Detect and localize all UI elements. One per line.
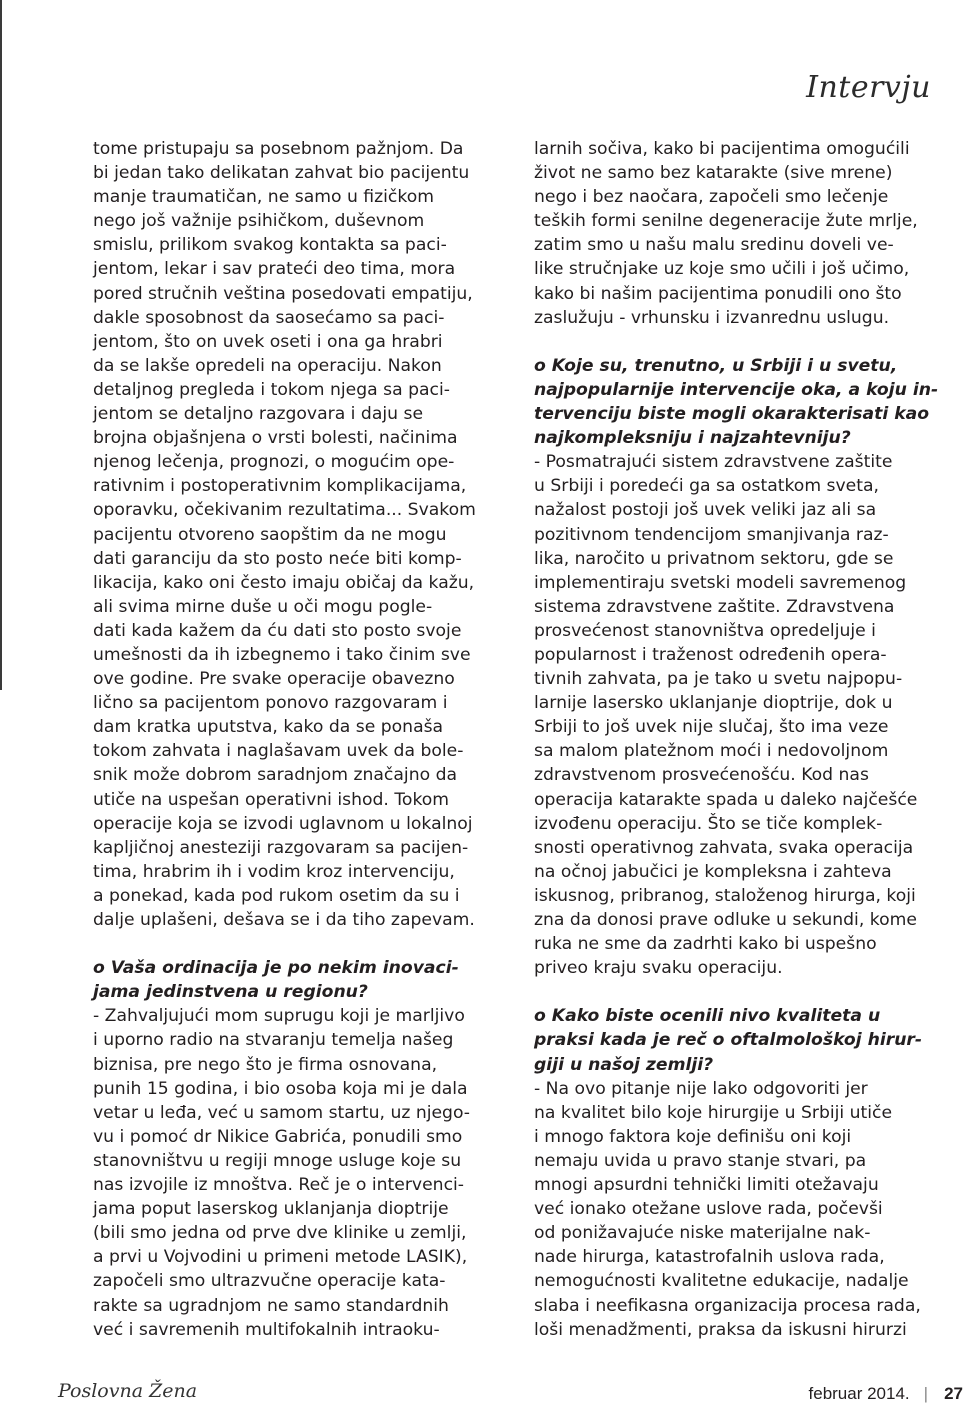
text-line: i uporno radio na stvaranju temelja našeg	[93, 1030, 454, 1051]
text-line: prosvećenost stanovništva opredeljuje i	[534, 620, 876, 641]
text-line: jama poput laserskog uklanjanja dioptrije	[93, 1199, 449, 1220]
text-line: nego i bez naočara, započeli smo lečenje	[534, 187, 889, 208]
text-line: od ponižavajuće niske materijalne nak-	[534, 1223, 871, 1244]
text-line: bi jedan tako delikatan zahvat bio pacijentu	[93, 163, 470, 184]
page-footer	[809, 1384, 963, 1404]
text-line: operacije koja se izvodi uglavnom u lokalnoj	[93, 813, 473, 834]
text-line: ove godine. Pre svake operacije obavezno	[93, 669, 455, 690]
text-line: operacija katarakte spada u daleko najčešće	[534, 789, 918, 810]
text-line: zna da donosi prave odluke u sekundi, kome	[534, 910, 917, 930]
interview-paragraph	[93, 1004, 493, 1341]
text-line: njenog lečenja, prognozi, o mogućim ope-	[93, 452, 455, 473]
text-line: dakle sposobnost da saosećamo sa paci-	[93, 307, 445, 328]
text-line: sa malom platežnom moći i nedovoljnom	[534, 741, 889, 762]
interview-paragraph	[534, 1077, 934, 1342]
text-line: snik može dobrom saradnjom značajno da	[93, 765, 458, 786]
text-line: popularnost i traženost određenih opera-	[534, 644, 887, 665]
text-line: jentom, što on uvek oseti i ona ga hrabri	[93, 331, 443, 352]
text-line: lika, naročito u privatnom sektoru, gde se	[534, 548, 894, 569]
text-line: punih 15 godina, i bio osoba koja mi je dala	[93, 1078, 468, 1099]
text-line: već i savremenih multifokalnih intraoku-	[93, 1319, 440, 1340]
text-line: najkompleksniju i najzahtevniju?	[534, 428, 851, 449]
text-line: vetar u leđa, već u samom startu, uz njego-	[93, 1102, 471, 1123]
right-column	[534, 137, 939, 1342]
text-line: a prvi u Vojvodini u primeni metode LASIK),	[93, 1247, 468, 1268]
interview-question	[93, 956, 493, 1004]
text-line: zatim smo u našu malu sredinu doveli ve-	[534, 235, 894, 256]
text-line: u Srbiji i poredeći ga sa ostatkom sveta,	[534, 476, 879, 497]
text-line: započeli smo ultrazvučne operacije kata-	[93, 1271, 446, 1292]
text-line: nade hirurga, katastrofalnih uslova rada,	[534, 1247, 885, 1268]
text-line: giji u našoj zemlji?	[534, 1054, 714, 1075]
text-line: Srbiji to još uvek nije slučaj, što ima veze	[534, 717, 889, 738]
text-line: priveo kraju svaku operaciju.	[534, 958, 783, 979]
text-line: a ponekad, kada pod rukom osetim da su i	[93, 885, 460, 906]
text-line: jama jedinstvena u regionu?	[93, 982, 368, 1003]
page-number: 27	[944, 1384, 963, 1403]
text-line: iskusnog, pribranog, staloženog hirurga, koji	[534, 885, 916, 906]
text-line: biznisa, pre nego što je firma osnovana,	[93, 1054, 438, 1075]
text-line: o Kako biste ocenili nivo kvaliteta u	[534, 1006, 881, 1027]
text-line: nemogućnosti kvalitetne edukacije, nadalje	[534, 1271, 909, 1292]
interview-paragraph	[534, 450, 934, 980]
text-line: tervenciju biste mogli okarakterisati kao	[534, 404, 930, 425]
text-line: tome pristupaju sa posebnom pažnjom. Da	[93, 139, 464, 159]
text-line: tima, hrabrim ih i vodim kroz intervenciju,	[93, 861, 455, 882]
interview-question	[534, 354, 939, 450]
text-line: na kvalitet bilo koje hirurgije u Srbiji utiče	[534, 1102, 893, 1123]
text-line: pozitivnom tendencijom smanjivanja raz-	[534, 524, 889, 545]
text-line: teških formi senilne degeneracije žute mrlje,	[534, 211, 918, 232]
text-line: loši menadžmenti, praksa da iskusni hirurzi	[534, 1319, 907, 1340]
text-line: tokom zahvata i naglašavam uvek da bole-	[93, 741, 464, 762]
text-line: utiče na uspešan operativni ishod. Tokom	[93, 789, 450, 810]
text-line: nego još važnije psihičkom, duševnom	[93, 211, 425, 232]
text-line: o Vaša ordinacija je po nekim inovaci-	[93, 958, 459, 979]
interview-paragraph	[534, 137, 934, 330]
text-line: život ne samo bez katarakte (sive mrene)	[534, 163, 893, 184]
text-line: jentom se detaljno razgovara i daju se	[93, 404, 424, 425]
text-line: nemaju uvida u pravo stanje stvari, pa	[534, 1150, 867, 1171]
text-line: dati garanciju da sto posto neće biti komp-	[93, 548, 462, 569]
text-line: dati kada kažem da ću dati sto posto svoje	[93, 620, 462, 641]
text-line: praksi kada je reč o oftalmološkoj hirur-	[534, 1030, 923, 1051]
text-line: nažalost postoji još uvek veliki jaz ali sa	[534, 500, 877, 521]
text-line: larnih sočiva, kako bi pacijentima omogućili	[534, 139, 910, 159]
text-line: likacija, kako oni često imaju običaj da kažu,	[93, 572, 475, 593]
text-line: manje traumatičan, ne samo u fizičkom	[93, 187, 434, 208]
text-line: - Zahvaljujući mom suprugu koji je marljivo	[93, 1006, 465, 1027]
text-line: like stručnjake uz koje smo učili i još učimo,	[534, 259, 910, 280]
text-line: mnogi apsurdni tehnički limiti otežavaju	[534, 1175, 879, 1196]
text-line: jentom, lekar i sav prateći deo tima, mora	[93, 259, 456, 280]
text-line: detaljnog pregleda i tokom njega sa paci-	[93, 379, 450, 400]
text-line: sistema zdravstvene zaštite. Zdravstvena	[534, 596, 895, 617]
footer-separator: |	[923, 1384, 929, 1403]
interview-paragraph	[93, 137, 493, 932]
section-title: Intervju	[806, 70, 931, 105]
text-line: kako bi našim pacijentima ponudili ono što	[534, 283, 902, 304]
text-line: slaba i neefikasna organizacija procesa rada,	[534, 1295, 921, 1316]
text-line: rakte sa ugradnjom ne samo standardnih	[93, 1295, 449, 1316]
issue-date: februar 2014.	[808, 1384, 910, 1403]
text-line: nas izvojile iz mnoštva. Reč je o intervenci-	[93, 1175, 464, 1196]
interview-question	[534, 1004, 934, 1076]
page-edge-line	[0, 0, 2, 690]
text-line: oporavku, očekivanim rezultatima... Svakom	[93, 500, 476, 521]
text-line: larnije lasersko uklanjanje dioptrije, dok u	[534, 693, 893, 714]
paragraph-spacer	[534, 980, 934, 1004]
magazine-brand: Poslovna Žena	[58, 1380, 198, 1402]
text-line: (bili smo jedna od prve dve klinike u zemlji,	[93, 1223, 467, 1244]
text-line: dalje uplašeni, dešava se i da tiho zapevam.	[93, 910, 475, 930]
text-line: tivnih zahvata, pa je tako u svetu najpopu-	[534, 669, 903, 690]
text-line: lično sa pacijentom ponovo razgovaram i	[93, 693, 448, 714]
text-line: vu i pomoć dr Nikice Gabrića, ponudili smo	[93, 1126, 463, 1147]
text-line: ruka ne sme da zadrhti kako bi uspešno	[534, 934, 877, 955]
text-line: - Posmatrajući sistem zdravstvene zaštite	[534, 452, 893, 473]
text-line: dam kratka uputstva, kako da se ponaša	[93, 717, 444, 738]
text-line: da se lakše opredeli na operaciju. Nakon	[93, 355, 442, 376]
text-line: pacijentu otvoreno saopštim da ne mogu	[93, 524, 447, 545]
text-line: ali svima mirne duše u oči mogu pogle-	[93, 596, 433, 617]
text-line: o Koje su, trenutno, u Srbiji i u svetu,	[534, 355, 898, 376]
text-line: najpopularnije intervencije oka, a koju in-	[534, 379, 939, 400]
paragraph-spacer	[93, 932, 493, 956]
text-line: već ionako otežane uslove rada, počevši	[534, 1199, 883, 1220]
text-line: zdravstvenom prosvećenošću. Kod nas	[534, 765, 869, 786]
text-line: brojna objašnjena o vrsti bolesti, načinima	[93, 428, 458, 449]
text-line: kapljičnoj anesteziji razgovaram sa pacijen-	[93, 837, 469, 858]
text-line: - Na ovo pitanje nije lako odgovoriti jer	[534, 1078, 868, 1099]
paragraph-spacer	[534, 330, 934, 354]
text-line: i mnogo faktora koje definišu oni koji	[534, 1126, 852, 1147]
text-line: izvođenu operaciju. Što se tiče komplek-	[534, 813, 883, 834]
text-line: umešnosti da ih izbegnemo i tako činim sve	[93, 644, 471, 665]
text-line: na očnoj jabučici je kompleksna i zahteva	[534, 861, 892, 882]
left-column	[93, 137, 493, 1342]
text-line: zaslužuju - vrhunsku i izvanrednu uslugu.	[534, 307, 890, 328]
text-line: rativnim i postoperativnim komplikacijama,	[93, 476, 467, 497]
text-line: smislu, prilikom svakog kontakta sa paci-	[93, 235, 447, 256]
text-line: snosti operativnog zahvata, svaka operacija	[534, 837, 914, 858]
text-line: implementiraju svetski modeli savremenog	[534, 572, 907, 593]
text-line: pored stručnih veština posedovati empatiju,	[93, 283, 473, 304]
text-line: stanovništvu u regiji mnoge usluge koje su	[93, 1150, 462, 1171]
